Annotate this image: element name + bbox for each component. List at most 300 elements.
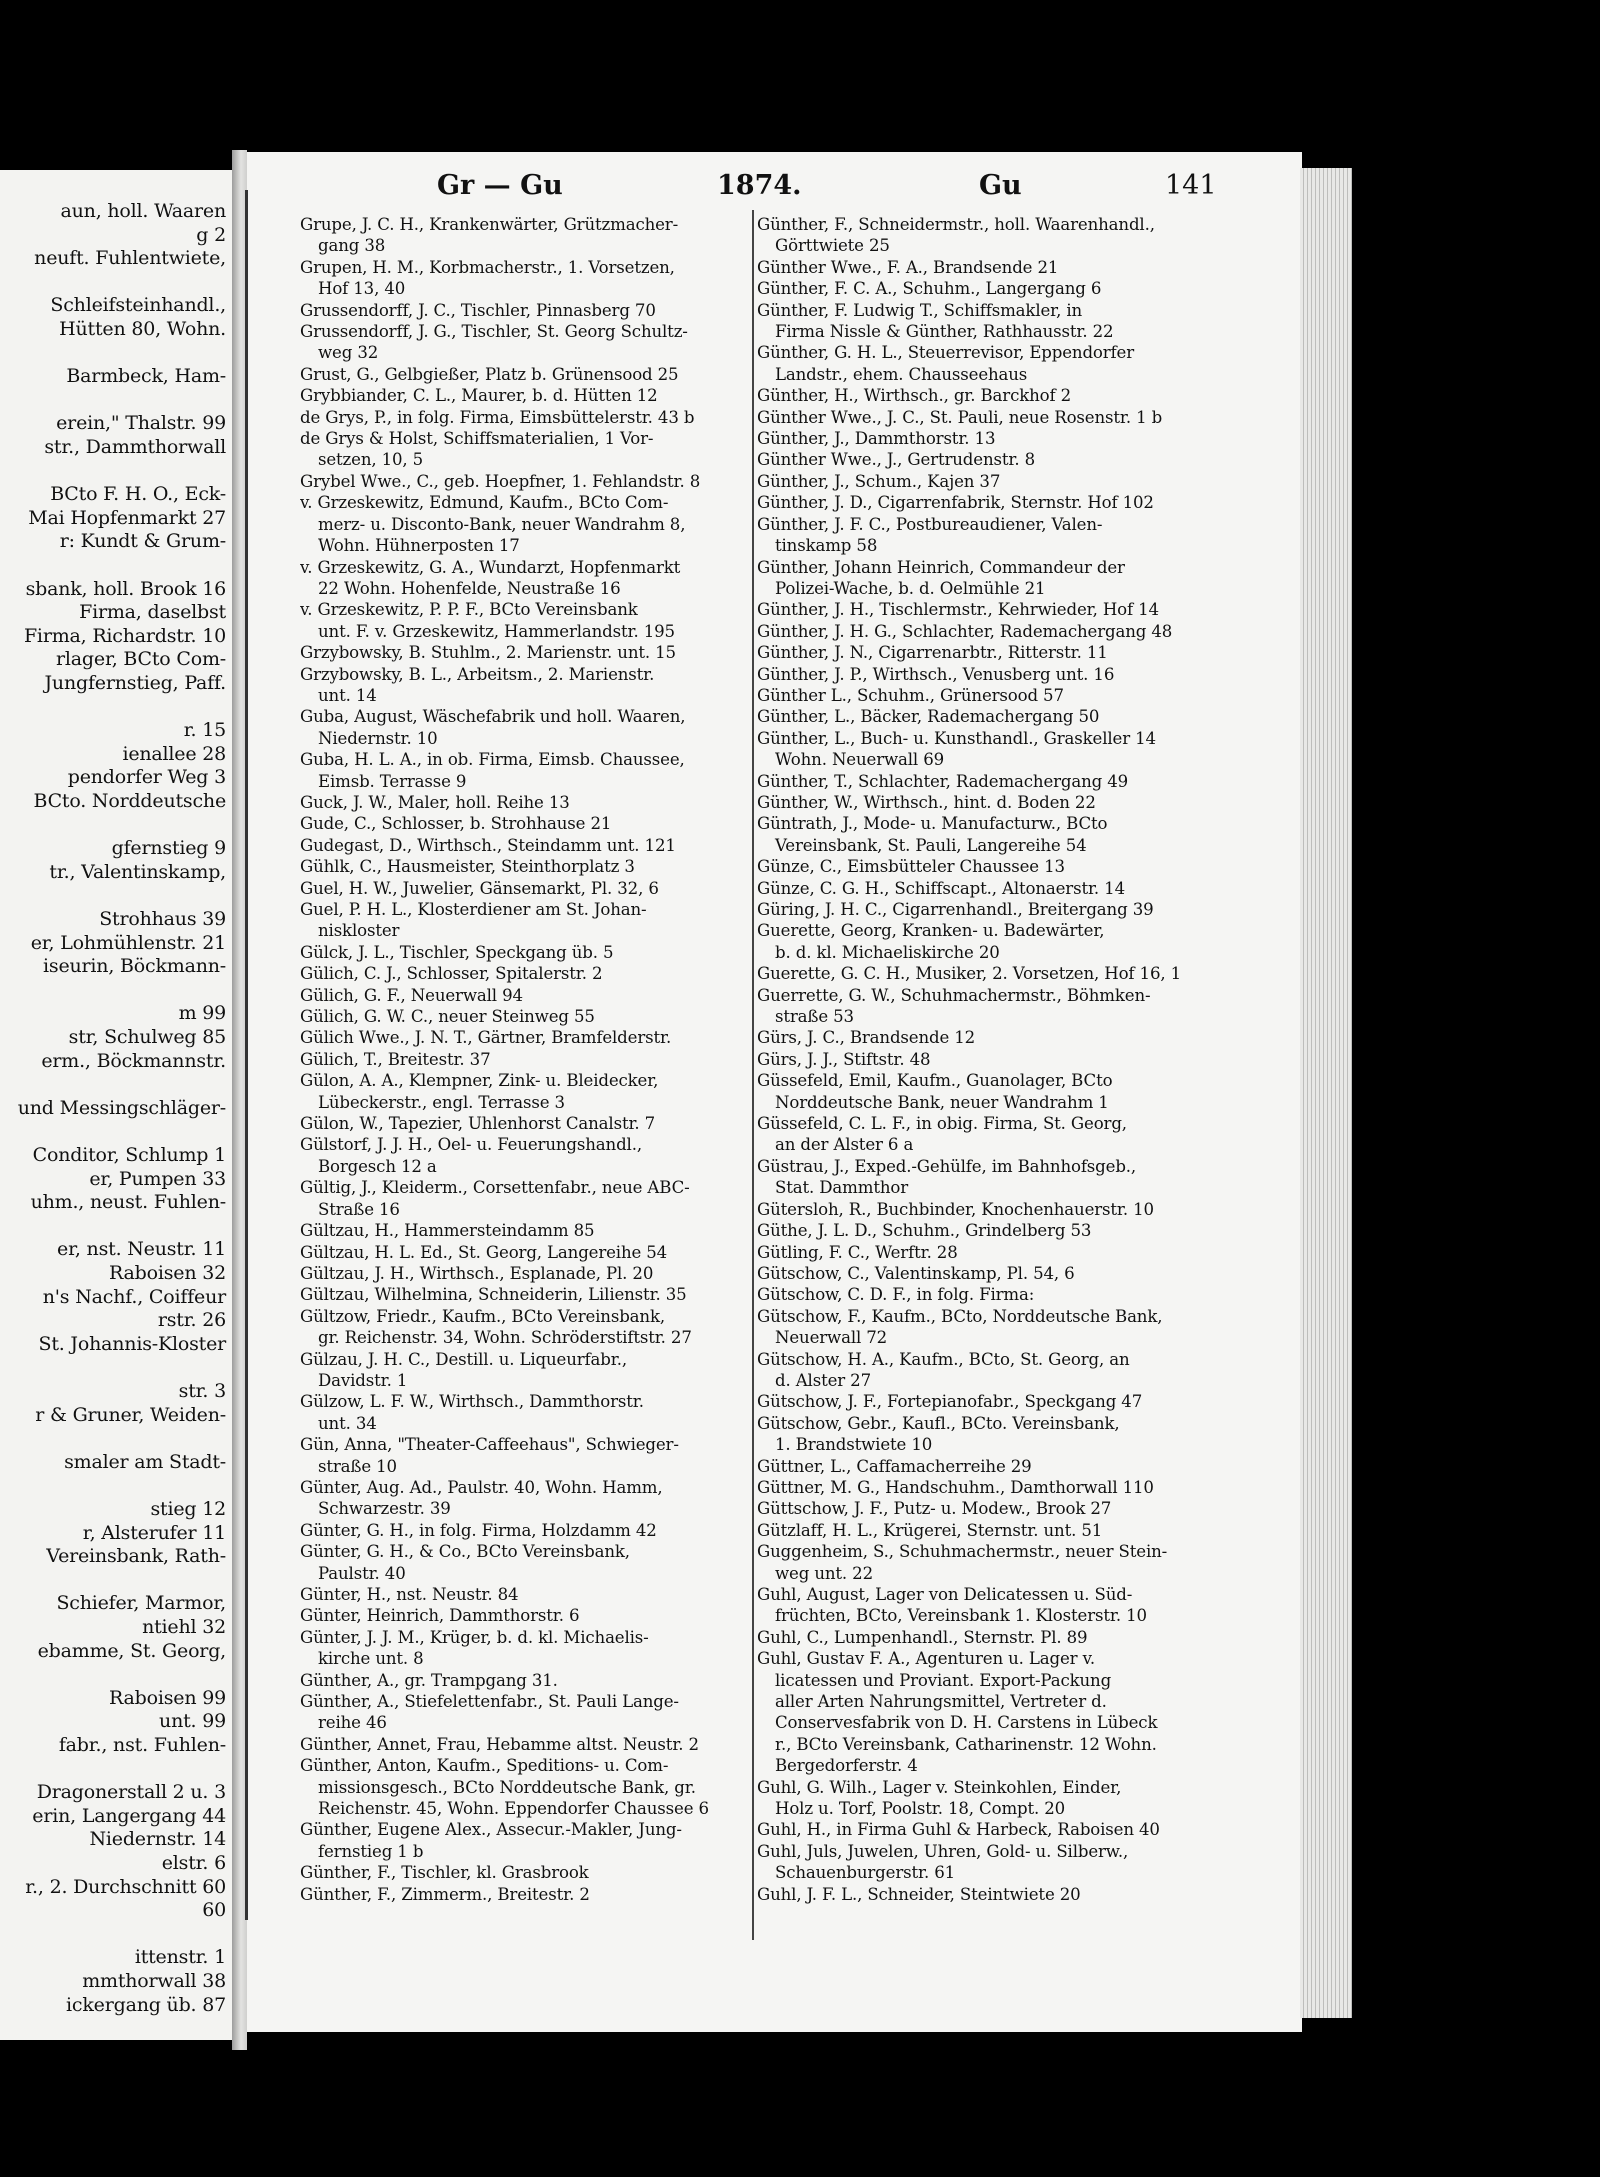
- directory-entry: [300, 1006, 755, 1027]
- directory-entry: [757, 1584, 1227, 1627]
- directory-entry: [757, 1819, 1227, 1840]
- directory-entry: [757, 728, 1227, 771]
- left-page-line: m 99: [178, 1002, 226, 1025]
- entry-continuation-line: missionsgesch., BCto Norddeutsche Bank, gr.: [318, 1777, 696, 1797]
- entry-name-line: Günther, A., gr. Trampgang 31.: [300, 1670, 558, 1690]
- entry-name-line: Günther L., Schuhm., Grünersood 57: [757, 685, 1064, 705]
- entry-name-line: Günther, Annet, Frau, Hebamme altst. Neustr. 2: [300, 1734, 699, 1754]
- directory-entry: [300, 1755, 755, 1819]
- left-page-line: gfernstieg 9: [111, 837, 226, 860]
- directory-entry: [300, 1884, 755, 1905]
- left-page-line: g 2: [196, 223, 226, 246]
- directory-entry: [757, 257, 1227, 278]
- page-margin-rule: [245, 190, 248, 1920]
- entry-continuation-line: unt. F. v. Grzeskewitz, Hammerlandstr. 195: [318, 621, 675, 641]
- entry-continuation-line: aller Arten Nahrungsmittel, Vertreter d.: [775, 1692, 1107, 1712]
- entry-continuation-line: straße 53: [775, 1007, 854, 1027]
- directory-entry: [757, 300, 1227, 343]
- left-page-line: Firma, Richardstr. 10: [23, 624, 226, 647]
- directory-entry: [300, 1049, 755, 1070]
- left-facing-page: [0, 170, 235, 2040]
- entry-continuation-line: 1. Brandstwiete 10: [775, 1435, 933, 1455]
- directory-entry: [757, 856, 1227, 877]
- entry-name-line: Gülzow, L. F. W., Wirthsch., Dammthorstr.: [300, 1392, 644, 1412]
- left-page-line: fabr., nst. Fuhlen-: [58, 1734, 226, 1756]
- entry-name-line: Guba, H. L. A., in ob. Firma, Eimsb. Chaussee,: [300, 750, 685, 770]
- left-page-line: stieg 12: [150, 1498, 226, 1520]
- entry-name-line: Günther Wwe., J. C., St. Pauli, neue Rosenstr. 1 b: [757, 407, 1163, 427]
- entry-continuation-line: reihe 46: [318, 1713, 387, 1733]
- header-left-range: Gr — Gu: [437, 170, 563, 201]
- left-page-line: r. 15: [183, 719, 226, 742]
- left-page-line: er, nst. Neustr. 11: [57, 1238, 226, 1261]
- entry-continuation-line: Wohn. Neuerwall 69: [775, 750, 945, 770]
- entry-name-line: Günther, F. C. A., Schuhm., Langergang 6: [757, 279, 1102, 299]
- entry-continuation-line: Hof 13, 40: [318, 279, 406, 299]
- directory-entry: [300, 1391, 755, 1434]
- entry-continuation-line: früchten, BCto, Vereinsbank 1. Klosterstr. 10: [775, 1606, 1147, 1626]
- directory-entry: [757, 471, 1227, 492]
- left-page-line: Raboisen 32: [109, 1262, 226, 1284]
- entry-name-line: Günther, Eugene Alex., Assecur.-Makler, Jung-: [300, 1820, 682, 1840]
- directory-entry: [757, 1627, 1227, 1648]
- directory-entry: [300, 835, 755, 856]
- entry-continuation-line: licatessen und Proviant. Export-Packung: [775, 1670, 1112, 1690]
- directory-entry: [757, 792, 1227, 813]
- entry-name-line: Günter, H., nst. Neustr. 84: [300, 1585, 519, 1604]
- directory-entry: [757, 278, 1227, 299]
- entry-name-line: Günther, J. H. G., Schlachter, Rademachergang 48: [757, 621, 1173, 641]
- page-number: 141: [1165, 170, 1217, 201]
- entry-continuation-line: gr. Reichenstr. 34, Wohn. Schröderstiftstr. 27: [318, 1328, 692, 1348]
- entry-name-line: Gültzau, Wilhelmina, Schneiderin, Lilienstr. 35: [300, 1285, 687, 1305]
- entry-name-line: Guel, P. H. L., Klosterdiener am St. Johan-: [300, 900, 647, 919]
- entry-continuation-line: Wohn. Hühnerposten 17: [318, 536, 520, 556]
- entry-name-line: Günze, C. G. H., Schiffscapt., Altonaerstr. 14: [757, 878, 1125, 898]
- entry-continuation-line: niskloster: [318, 921, 400, 941]
- directory-entry: [300, 471, 755, 492]
- entry-continuation-line: Vereinsbank, St. Pauli, Langereihe 54: [775, 835, 1087, 855]
- entry-continuation-line: Straße 16: [318, 1199, 400, 1219]
- entry-name-line: v. Grzeskewitz, G. A., Wundarzt, Hopfenmarkt: [300, 557, 681, 577]
- entry-continuation-line: r., BCto Vereinsbank, Catharinenstr. 12 Wohn.: [775, 1734, 1157, 1754]
- left-page-line: sbank, holl. Brook 16: [25, 577, 226, 600]
- directory-entry: [757, 1541, 1227, 1584]
- entry-name-line: Günther, L., Buch- u. Kunsthandl., Graskeller 14: [757, 728, 1156, 748]
- entry-name-line: Günther, J., Dammthorstr. 13: [757, 429, 996, 449]
- directory-entry: [757, 1027, 1227, 1048]
- directory-entry: [300, 1434, 755, 1477]
- left-page-line: pendorfer Weg 3: [67, 766, 226, 789]
- entry-name-line: Gütersloh, R., Buchbinder, Knochenhauerstr. 10: [757, 1199, 1154, 1219]
- entry-name-line: Grupe, J. C. H., Krankenwärter, Grützmacher-: [300, 215, 679, 234]
- entry-name-line: v. Grzeskewitz, P. P. F., BCto Vereinsbank: [300, 600, 638, 620]
- entry-name-line: Günther, J. P., Wirthsch., Venusberg unt. 16: [757, 664, 1115, 684]
- directory-entry: [300, 300, 755, 321]
- entry-name-line: Gültzau, J. H., Wirthsch., Esplanade, Pl. 20: [300, 1263, 654, 1283]
- directory-entry: [757, 1777, 1227, 1820]
- entry-name-line: Gülich, T., Breitestr. 37: [300, 1049, 491, 1069]
- directory-entry: [300, 385, 755, 406]
- entry-continuation-line: Niedernstr. 10: [318, 728, 438, 748]
- directory-entry: [757, 1070, 1227, 1113]
- entry-name-line: de Grys & Holst, Schiffsmaterialien, 1 Vor-: [300, 429, 654, 449]
- entry-name-line: Guhl, C., Lumpenhandl., Sternstr. Pl. 89: [757, 1627, 1088, 1647]
- entry-continuation-line: weg 32: [318, 343, 379, 363]
- entry-name-line: Günther, J. F. C., Postbureaudiener, Valen-: [757, 514, 1103, 534]
- entry-name-line: Guerrette, G. W., Schuhmachermstr., Böhmken-: [757, 985, 1151, 1005]
- entry-name-line: Günter, G. H., & Co., BCto Vereinsbank,: [300, 1542, 630, 1562]
- directory-entry: [300, 1306, 755, 1349]
- entry-continuation-line: setzen, 10, 5: [318, 450, 424, 470]
- entry-name-line: Guerette, Georg, Kranken- u. Badewärter,: [757, 921, 1105, 941]
- left-page-line: ebamme, St. Georg,: [37, 1639, 226, 1662]
- column-b: [757, 214, 1227, 1905]
- left-page-line: rlager, BCto Com-: [56, 648, 226, 671]
- left-page-line: ittenstr. 1: [134, 1946, 226, 1969]
- left-page-line: Schiefer, Marmor,: [56, 1592, 226, 1615]
- directory-entry: [300, 1177, 755, 1220]
- entry-name-line: Güssefeld, C. L. F., in obig. Firma, St. Georg,: [757, 1114, 1127, 1134]
- directory-entry: [757, 1884, 1227, 1905]
- entry-name-line: Günter, Aug. Ad., Paulstr. 40, Wohn. Hamm,: [300, 1477, 663, 1497]
- directory-entry: [757, 1220, 1227, 1241]
- entry-name-line: Günther, Johann Heinrich, Commandeur der: [757, 557, 1125, 577]
- entry-name-line: Günther, F., Zimmerm., Breitestr. 2: [300, 1884, 590, 1904]
- entry-name-line: Gude, C., Schlosser, b. Strohhause 21: [300, 814, 612, 834]
- left-page-line: St. Johannis-Kloster: [38, 1332, 226, 1355]
- directory-entry: [757, 1156, 1227, 1199]
- directory-entry: [757, 1520, 1227, 1541]
- directory-entry: [300, 1263, 755, 1284]
- entry-name-line: Guhl, Gustav F. A., Agenturen u. Lager v.: [757, 1649, 1095, 1669]
- left-page-line: elstr. 6: [161, 1852, 226, 1874]
- left-page-line: er, Pumpen 33: [89, 1167, 226, 1190]
- entry-name-line: Gülstorf, J. J. H., Oel- u. Feuerungshandl.,: [300, 1135, 642, 1155]
- left-page-line: str., Dammthorwall: [44, 436, 226, 458]
- directory-entry: [300, 1349, 755, 1392]
- directory-entry: [300, 963, 755, 984]
- entry-name-line: Grussendorff, J. C., Tischler, Pinnasberg 70: [300, 300, 656, 320]
- directory-entry: [757, 492, 1227, 513]
- entry-name-line: Grussendorff, J. G., Tischler, St. Georg Schultz-: [300, 322, 688, 342]
- directory-entry: [757, 920, 1227, 963]
- entry-continuation-line: Norddeutsche Bank, neuer Wandrahm 1: [775, 1092, 1109, 1112]
- entry-name-line: Gütschow, F., Kaufm., BCto, Norddeutsche Bank,: [757, 1306, 1163, 1326]
- entry-name-line: Gültzau, H., Hammersteindamm 85: [300, 1221, 595, 1241]
- entry-continuation-line: Lübeckerstr., engl. Terrasse 3: [318, 1092, 565, 1112]
- directory-entry: [300, 942, 755, 963]
- left-page-line: er, Lohmühlenstr. 21: [30, 931, 226, 954]
- left-page-line: BCto. Norddeutsche: [33, 790, 226, 812]
- directory-entry: [300, 214, 755, 257]
- column-a: [300, 214, 755, 1905]
- directory-entry: [300, 1477, 755, 1520]
- left-page-line: BCto F. H. O., Eck-: [50, 483, 226, 506]
- directory-entry: [757, 813, 1227, 856]
- directory-entry: [300, 599, 755, 642]
- directory-entry: [300, 1541, 755, 1584]
- entry-name-line: Guggenheim, S., Schuhmachermstr., neuer Stein-: [757, 1542, 1168, 1562]
- entry-continuation-line: 22 Wohn. Hohenfelde, Neustraße 16: [318, 578, 621, 598]
- entry-continuation-line: Schwarzestr. 39: [318, 1499, 451, 1519]
- left-page-line: r., 2. Durchschnitt 60: [25, 1875, 226, 1898]
- entry-name-line: Günther, W., Wirthsch., hint. d. Boden 22: [757, 792, 1096, 812]
- directory-entry: [300, 792, 755, 813]
- entry-name-line: Günter, Heinrich, Dammthorstr. 6: [300, 1606, 580, 1626]
- left-page-line: Hütten 80, Wohn.: [59, 318, 226, 340]
- directory-entry: [300, 1605, 755, 1626]
- directory-entry: [757, 342, 1227, 385]
- entry-name-line: Guba, August, Wäschefabrik und holl. Waaren,: [300, 707, 686, 727]
- entry-name-line: Gütschow, C., Valentinskamp, Pl. 54, 6: [757, 1263, 1075, 1283]
- directory-entry: [757, 449, 1227, 470]
- entry-name-line: Guck, J. W., Maler, holl. Reihe 13: [300, 792, 570, 812]
- directory-entry: [757, 1284, 1227, 1305]
- entry-continuation-line: Reichenstr. 45, Wohn. Eppendorfer Chaussee 6: [318, 1799, 709, 1819]
- entry-name-line: Gülich, G. W. C., neuer Steinweg 55: [300, 1007, 595, 1027]
- left-page-line: r, Alsterufer 11: [82, 1521, 226, 1544]
- entry-continuation-line: Landstr., ehem. Chausseehaus: [775, 364, 1028, 384]
- directory-entry: [300, 407, 755, 428]
- entry-name-line: Gülck, J. L., Tischler, Speckgang üb. 5: [300, 942, 614, 962]
- entry-continuation-line: weg unt. 22: [775, 1563, 873, 1583]
- entry-name-line: Guhl, G. Wilh., Lager v. Steinkohlen, Einder,: [757, 1777, 1122, 1797]
- entry-continuation-line: Neuerwall 72: [775, 1328, 888, 1348]
- directory-entry: [300, 1819, 755, 1862]
- entry-name-line: Grybbiander, C. L., Maurer, b. d. Hütten 12: [300, 386, 658, 406]
- page-stack-edge: [1300, 168, 1352, 2018]
- entry-continuation-line: Bergedorferstr. 4: [775, 1756, 918, 1776]
- header-year: 1874.: [717, 170, 802, 201]
- left-page-line: unt. 99: [159, 1710, 226, 1733]
- entry-name-line: Gürs, J. C., Brandsende 12: [757, 1028, 976, 1048]
- entry-name-line: Günther, L., Bäcker, Rademachergang 50: [757, 707, 1100, 727]
- entry-name-line: Gudegast, D., Wirthsch., Steindamm unt. 121: [300, 835, 676, 855]
- left-page-line: erein," Thalstr. 99: [56, 412, 226, 435]
- directory-entry: [757, 963, 1227, 984]
- entry-continuation-line: Firma Nissle & Günther, Rathhausstr. 22: [775, 322, 1114, 342]
- directory-entry: [757, 899, 1227, 920]
- entry-continuation-line: an der Alster 6 a: [775, 1135, 914, 1155]
- directory-entry: [300, 1584, 755, 1605]
- left-page-line: mmthorwall 38: [82, 1970, 226, 1992]
- entry-name-line: Guhl, H., in Firma Guhl & Harbeck, Raboisen 40: [757, 1820, 1160, 1840]
- entry-name-line: Günther, H., Wirthsch., gr. Barckhof 2: [757, 386, 1072, 406]
- directory-entry: [757, 878, 1227, 899]
- entry-continuation-line: unt. 14: [318, 685, 377, 705]
- left-page-line: ntiehl 32: [142, 1616, 226, 1638]
- entry-name-line: Grzybowsky, B. Stuhlm., 2. Marienstr. unt. 15: [300, 643, 676, 663]
- entry-name-line: Günther, A., Stiefelettenfabr., St. Pauli Lange-: [300, 1692, 679, 1712]
- left-page-line: Jungfernstieg, Paff.: [44, 672, 226, 694]
- entry-continuation-line: Polizei-Wache, b. d. Oelmühle 21: [775, 578, 1046, 598]
- directory-entry: [300, 557, 755, 600]
- left-page-line: smaler am Stadt-: [64, 1450, 226, 1473]
- directory-entry: [757, 1349, 1227, 1392]
- directory-entry: [300, 813, 755, 834]
- entry-name-line: Günze, C., Eimsbütteler Chaussee 13: [757, 857, 1065, 877]
- entry-name-line: Günther, F. Ludwig T., Schiffsmakler, in: [757, 300, 1083, 320]
- directory-entry: [300, 985, 755, 1006]
- entry-continuation-line: kirche unt. 8: [318, 1649, 424, 1669]
- directory-entry: [300, 749, 755, 792]
- entry-name-line: v. Grzeskewitz, Edmund, Kaufm., BCto Com-: [300, 493, 669, 513]
- directory-entry: [300, 1242, 755, 1263]
- directory-entry: [300, 1284, 755, 1305]
- entry-continuation-line: Paulstr. 40: [318, 1563, 406, 1583]
- entry-name-line: Gützlaff, H. L., Krügerei, Sternstr. unt. 51: [757, 1520, 1103, 1540]
- entry-name-line: Güssefeld, Emil, Kaufm., Guanolager, BCto: [757, 1071, 1113, 1091]
- directory-entry: [300, 664, 755, 707]
- directory-entry: [757, 1199, 1227, 1220]
- entry-name-line: Günther, J. H., Tischlermstr., Kehrwieder, Hof 14: [757, 600, 1159, 620]
- entry-continuation-line: gang 38: [318, 236, 386, 256]
- entry-continuation-line: Conservesfabrik von D. H. Carstens in Lübeck: [775, 1713, 1158, 1733]
- directory-entry: [757, 1477, 1227, 1498]
- directory-entry: [300, 1027, 755, 1048]
- left-page-line: rstr. 26: [157, 1309, 226, 1332]
- directory-entry: [757, 1306, 1227, 1349]
- entry-name-line: Güttner, M. G., Handschuhm., Damthorwall 110: [757, 1477, 1154, 1497]
- entry-name-line: Grust, G., Gelbgießer, Platz b. Grünensood 25: [300, 364, 679, 384]
- entry-name-line: Gülich, C. J., Schlosser, Spitalerstr. 2: [300, 964, 603, 984]
- entry-continuation-line: fernstieg 1 b: [318, 1841, 424, 1861]
- left-page-line: Dragonerstall 2 u. 3: [36, 1781, 226, 1804]
- entry-name-line: Günther, F., Schneidermstr., holl. Waarenhandl.,: [757, 215, 1155, 234]
- left-page-line: neuft. Fuhlentwiete,: [34, 247, 226, 270]
- directory-entry: [757, 1242, 1227, 1263]
- directory-entry: [757, 1263, 1227, 1284]
- entry-name-line: Güring, J. H. C., Cigarrenhandl., Breitergang 39: [757, 900, 1154, 919]
- directory-entry: [300, 1220, 755, 1241]
- directory-entry: [300, 321, 755, 364]
- entry-name-line: Günther, F., Tischler, kl. Grasbrook: [300, 1863, 589, 1883]
- left-page-line: iseurin, Böckmann-: [43, 955, 226, 978]
- left-page-line: erin, Langergang 44: [32, 1804, 226, 1827]
- directory-entry: [757, 1113, 1227, 1156]
- directory-entry: [300, 1862, 755, 1883]
- left-page-line: und Messingschläger-: [17, 1096, 226, 1119]
- entry-name-line: Guel, H. W., Juwelier, Gänsemarkt, Pl. 32, 6: [300, 878, 659, 898]
- entry-name-line: Gülon, A. A., Klempner, Zink- u. Bleidecker,: [300, 1071, 659, 1091]
- entry-name-line: Gültig, J., Kleiderm., Corsettenfabr., neue ABC-: [300, 1178, 690, 1198]
- entry-name-line: Guhl, August, Lager von Delicatessen u. Süd-: [757, 1585, 1133, 1604]
- entry-name-line: Gülich, G. F., Neuerwall 94: [300, 985, 523, 1005]
- directory-entry: [300, 899, 755, 942]
- directory-entry: [757, 1498, 1227, 1519]
- directory-entry: [757, 599, 1227, 620]
- entry-continuation-line: Holz u. Torf, Poolstr. 18, Compt. 20: [775, 1799, 1066, 1819]
- directory-entry: [300, 492, 755, 556]
- entry-name-line: Günther Wwe., J., Gertrudenstr. 8: [757, 450, 1035, 470]
- entry-name-line: Güttner, L., Caffamacherreihe 29: [757, 1456, 1032, 1476]
- entry-name-line: Gültzow, Friedr., Kaufm., BCto Vereinsbank,: [300, 1306, 665, 1326]
- directory-entry: [757, 428, 1227, 449]
- left-page-line: Schleifsteinhandl.,: [50, 294, 226, 317]
- entry-name-line: Grzybowsky, B. L., Arbeitsm., 2. Marienstr.: [300, 664, 655, 684]
- directory-entry: [757, 1413, 1227, 1456]
- entry-name-line: Gülon, W., Tapezier, Uhlenhorst Canalstr. 7: [300, 1114, 656, 1134]
- entry-name-line: Güttschow, J. F., Putz- u. Modew., Brook 27: [757, 1499, 1112, 1519]
- directory-entry: [757, 685, 1227, 706]
- entry-continuation-line: Davidstr. 1: [318, 1370, 408, 1390]
- directory-entry: [300, 1134, 755, 1177]
- left-page-line: Niedernstr. 14: [89, 1828, 226, 1851]
- directory-entry: [757, 1648, 1227, 1776]
- directory-entry: [300, 856, 755, 877]
- directory-entry: [300, 428, 755, 471]
- left-page-line: Vereinsbank, Rath-: [46, 1545, 226, 1568]
- entry-name-line: Grybel Wwe., C., geb. Hoepfner, 1. Fehlandstr. 8: [300, 471, 701, 491]
- entry-continuation-line: unt. 34: [318, 1413, 377, 1433]
- entry-continuation-line: Görttwiete 25: [775, 236, 890, 256]
- directory-entry: [757, 706, 1227, 727]
- directory-entry: [300, 1627, 755, 1670]
- left-page-line: str, Schulweg 85: [68, 1026, 226, 1048]
- left-page-line: tr., Valentinskamp,: [49, 860, 226, 883]
- entry-name-line: Günter, G. H., in folg. Firma, Holzdamm 42: [300, 1520, 657, 1540]
- left-page-line: r & Gruner, Weiden-: [35, 1403, 226, 1426]
- entry-continuation-line: merz- u. Disconto-Bank, neuer Wandrahm 8,: [318, 514, 686, 534]
- directory-entry: [757, 1391, 1227, 1412]
- directory-entry: [757, 407, 1227, 428]
- entry-name-line: Günther, T., Schlachter, Rademachergang 49: [757, 771, 1129, 791]
- entry-continuation-line: b. d. kl. Michaeliskirche 20: [775, 942, 1000, 962]
- directory-entry: [757, 664, 1227, 685]
- directory-entry: [300, 1520, 755, 1541]
- entry-name-line: Güstrau, J., Exped.-Gehülfe, im Bahnhofsgeb.,: [757, 1156, 1137, 1176]
- left-page-line: uhm., neust. Fuhlen-: [30, 1191, 226, 1214]
- entry-name-line: Günter, J. J. M., Krüger, b. d. kl. Michaelis-: [300, 1627, 649, 1647]
- entry-name-line: Gütschow, H. A., Kaufm., BCto, St. Georg, an: [757, 1349, 1130, 1369]
- directory-entry: [300, 1691, 755, 1734]
- left-page-line: str. 3: [178, 1380, 226, 1402]
- left-page-line: erm., Böckmannstr.: [41, 1049, 226, 1072]
- entry-continuation-line: straße 10: [318, 1456, 397, 1476]
- entry-name-line: Gühlk, C., Hausmeister, Steinthorplatz 3: [300, 857, 635, 877]
- left-page-line: 60: [202, 1899, 226, 1922]
- directory-entry: [300, 706, 755, 749]
- header-right-range: Gu: [979, 170, 1022, 201]
- entry-name-line: Günther, J., Schum., Kajen 37: [757, 471, 1001, 491]
- entry-name-line: Gültzau, H. L. Ed., St. Georg, Langereihe 54: [300, 1242, 668, 1262]
- entry-name-line: Gütschow, C. D. F., in folg. Firma:: [757, 1285, 1035, 1305]
- directory-entry: [300, 364, 755, 385]
- entry-name-line: Guhl, Juls, Juwelen, Uhren, Gold- u. Silberw.,: [757, 1841, 1129, 1861]
- directory-entry: [757, 771, 1227, 792]
- entry-name-line: Güntrath, J., Mode- u. Manufacturw., BCto: [757, 814, 1108, 834]
- directory-entry: [757, 385, 1227, 406]
- directory-entry: [757, 1456, 1227, 1477]
- left-page-line: aun, holl. Waaren: [60, 200, 226, 222]
- directory-entry: [300, 257, 755, 300]
- entry-name-line: Gülich Wwe., J. N. T., Gärtner, Bramfelderstr.: [300, 1028, 672, 1048]
- entry-name-line: Guhl, J. F. L., Schneider, Steintwiete 20: [757, 1884, 1081, 1904]
- entry-name-line: Gütling, F. C., Werftr. 28: [757, 1242, 958, 1262]
- directory-entry: [757, 621, 1227, 642]
- entry-continuation-line: d. Alster 27: [775, 1370, 871, 1390]
- directory-entry: [757, 214, 1227, 257]
- directory-entry: [757, 642, 1227, 663]
- left-page-line: Conditor, Schlump 1: [32, 1144, 226, 1166]
- entry-name-line: Günther, J. D., Cigarrenfabrik, Sternstr. Hof 102: [757, 493, 1154, 513]
- directory-entry: [300, 642, 755, 663]
- directory-entry: [757, 985, 1227, 1028]
- left-page-line: ickergang üb. 87: [66, 1993, 226, 2016]
- entry-name-line: Gün, Anna, "Theater-Caffeehaus", Schwieger-: [300, 1435, 679, 1455]
- left-page-line: r: Kundt & Grum-: [59, 530, 226, 553]
